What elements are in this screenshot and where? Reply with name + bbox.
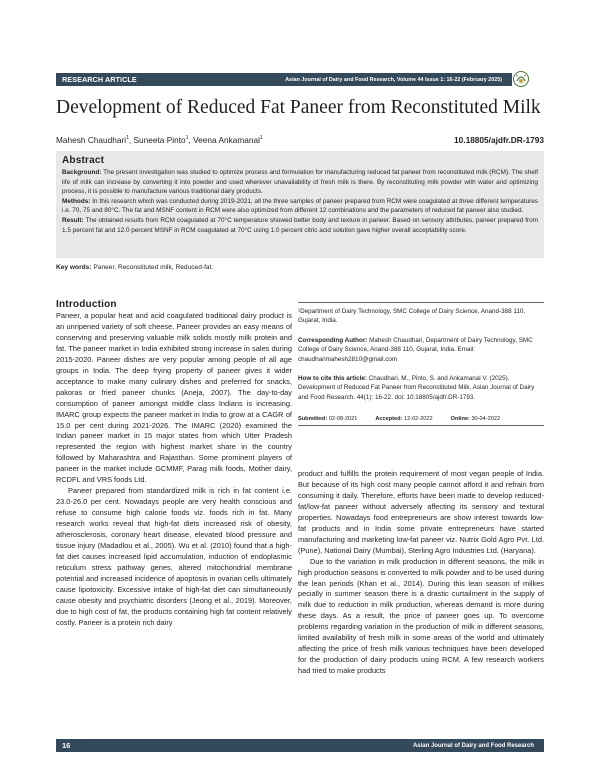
keywords: Key words: Paneer, Reconstituted milk, Reduced-fat. [56,264,214,271]
article-type: RESEARCH ARTICLE [62,75,137,84]
abstract-result: Result: The obtained results from RCM coagulated at 70°C temperature showed better body and texture in paneer. Based on sensory attributes, paneer prepared from 1.5 percent fat and 12.0 percent MSNF in RCM coagulated at 70°C using 1.0 percent citric acid solution gave higher overall acceptability score. [62,216,538,234]
abstract-heading: Abstract [62,155,105,166]
journal-logo-icon [512,70,530,88]
right-column [298,469,544,677]
affiliation-note: ¹Department of Dairy Technology, SMC College of Dairy Science, Anand-388 110, Gujarat, India. [298,308,526,325]
author-list: Mahesh Chaudhari$^1$, Suneeta Pinto$^1$, Veena Ankamanal$^1$ [56,135,263,145]
abstract-background: Background: The present investigation was studied to optimize process and formulation for manufacturing reduced fat paneer from reconstituted milk (RCM). The shelf life of milk can increase by converting it into powder and used wherever unavailability of fresh milk is there. By reconstituting milk powder with water and optimizing process, it is possible to manufacture various traditional dairy products. [62,169,538,196]
left-column [56,299,292,629]
abstract-methods: Methods: In this research which was conducted during 2019-2021, all the three samples of paneer prepared from RCM were coagulated at three different temperatures i.e. 70, 75 and 80°C. The fat and MSNF content in RCM were also optimized from different 12 combinations and the parameters of reduced fat paneer also studied. [62,197,538,215]
paragraph: Due to the variation in milk production in different seasons, the milk in high production seasons is converted to milk powder and to be used during the lean periods (Khan et al., 2014). During this lean season of milkes pecially in summer season there is a drastic curtailment in the supply of milk due to reduction in milk production, whereas demand is more during these days. As a result, the price of paneer goes up. To overcome problems regarding variation in the production of milk in different seasons, limited availability of fresh milk in some areas of the world and ultimately affecting the price of fresh milk various techniques have been developed for the production of dairy products using RCM. A few research workers had tried to make products [298,556,544,676]
footer-journal-name: Asian Journal of Dairy and Food Research [412,742,534,749]
section-heading-introduction: Introduction [56,299,117,310]
footnote-divider [298,302,544,303]
paragraph: product and fulfills the protein requirement of most vegan people of India. But because of its high cost many people cannot afford it and refrain from consuming it daily. Therefore, efforts have been made to develop reduced-fat/low-fat paneer without adversely affecting its sensory and textural properties. Nowadays food entrepreneurs are show interest towards low-fat products and in India some private entrepreneurs have started manufacturing and marketing low-fat paneer viz. Nutrix Gold Agro Pvt. Ltd. (Pune), National Dairy (Mumbai), Sterling Agro Industries Ltd. (Haryana). [298,469,544,555]
submitted-date: Submitted: 02-08-2021 [298,416,358,422]
footnote-divider [298,425,544,426]
paragraph: Paneer, a popular heat and acid coagulated traditional dairy product is an unripened variety of soft cheese. Paneer provides an easy means of conserving and preserving valuable milk solids mostly milk protein and fat. The paneer market in India exhibited strong increase in sales during 2015-2020. Paneer dishes are very popular among people of all age groups in India. The deep frying property of paneer gives it wider acceptance to make many culinary dishes and preferred for snacks, pakoras or fried paneer chunks (Aneja, 2007). The day-to-day consumption of paneer amongst middle class Indians is increasing. IMARC group expects the paneer market in India to grow at a CAGR of 15.0 per cent during 2021-2026. The IMARC (2020) examined the Indian paneer market in 15 major states from which Utter Pradesh represented the region with highest market share in the country followed by Maharashtra and Rajasthan. Some prominent players of paneer in the market include GCMMF, Parag milk foods, Mother dairy, RCDFL and VRS foods Ltd. [56,311,292,485]
article-title: Development of Reduced Fat Paneer from Reconstituted Milk [56,97,541,118]
author-name: Veena Ankamanal [193,135,260,145]
author-name: Suneeta Pinto [133,135,186,145]
abstract-box [56,151,544,258]
page-number: 16 [62,741,71,750]
footer-bar [56,739,544,752]
article-dates [298,416,544,422]
doi-link[interactable]: 10.18805/ajdfr.DR-1793 [454,135,544,145]
corresponding-author: Corresponding Author: Mahesh Chaudhari, Department of Dairy Technology, SMC College of Dairy Science, Anand-388 110, Gujarat, India. Email: chaudharimahesh2810@gmail.com [298,337,533,363]
how-to-cite: How to cite this article: Chaudhari, M., Pinto, S. and Ankamanal V. (2025). Development of Reduced Fat Paneer from Reconstituted Milk. Asian Journal of Dairy and Food Research. 44(1): 16-22. doi: 10.18805/ajdfr.DR-1793. [298,375,535,401]
accepted-date: Accepted: 12-02-2022 [375,416,433,422]
header-bar [56,73,512,86]
paragraph: Paneer prepared from standardized milk is rich in fat content i.e. 23.0-26.0 per cent. Nowadays people are very health conscious and refuse to consume high calorie foods viz. foods rich in fat. Many research works reveal that high-fat diets increased risk of obesity, atherosclerosis, coronary heart disease, elevated blood pressure and tissue injury (Madadlou et al., 2005). Wu et al. (2010) found that a high-fat diet causes increased lipid accumulation, induction of endoplasmic reticulum stress pathway genes, altered mitochondrial membrane potential and increased incidence of apoptosis in ovarian cells ultimately cause lipotoxicity. Excessive intake of high-fat diet can simultaneously cause obesity and psychiatric disorders (Jeong et al., 2019). Moreover, due to high cost of fat, the products containing high fat content relatively costly. Paneer is a protein rich dairy [56,486,292,627]
author-name: Mahesh Chaudhari [56,135,127,145]
online-date: Online: 30-04-2022 [450,416,501,422]
journal-citation: Asian Journal of Dairy and Food Research, Volume 44 Issue 1: 16-22 (February 2025) [285,76,502,83]
